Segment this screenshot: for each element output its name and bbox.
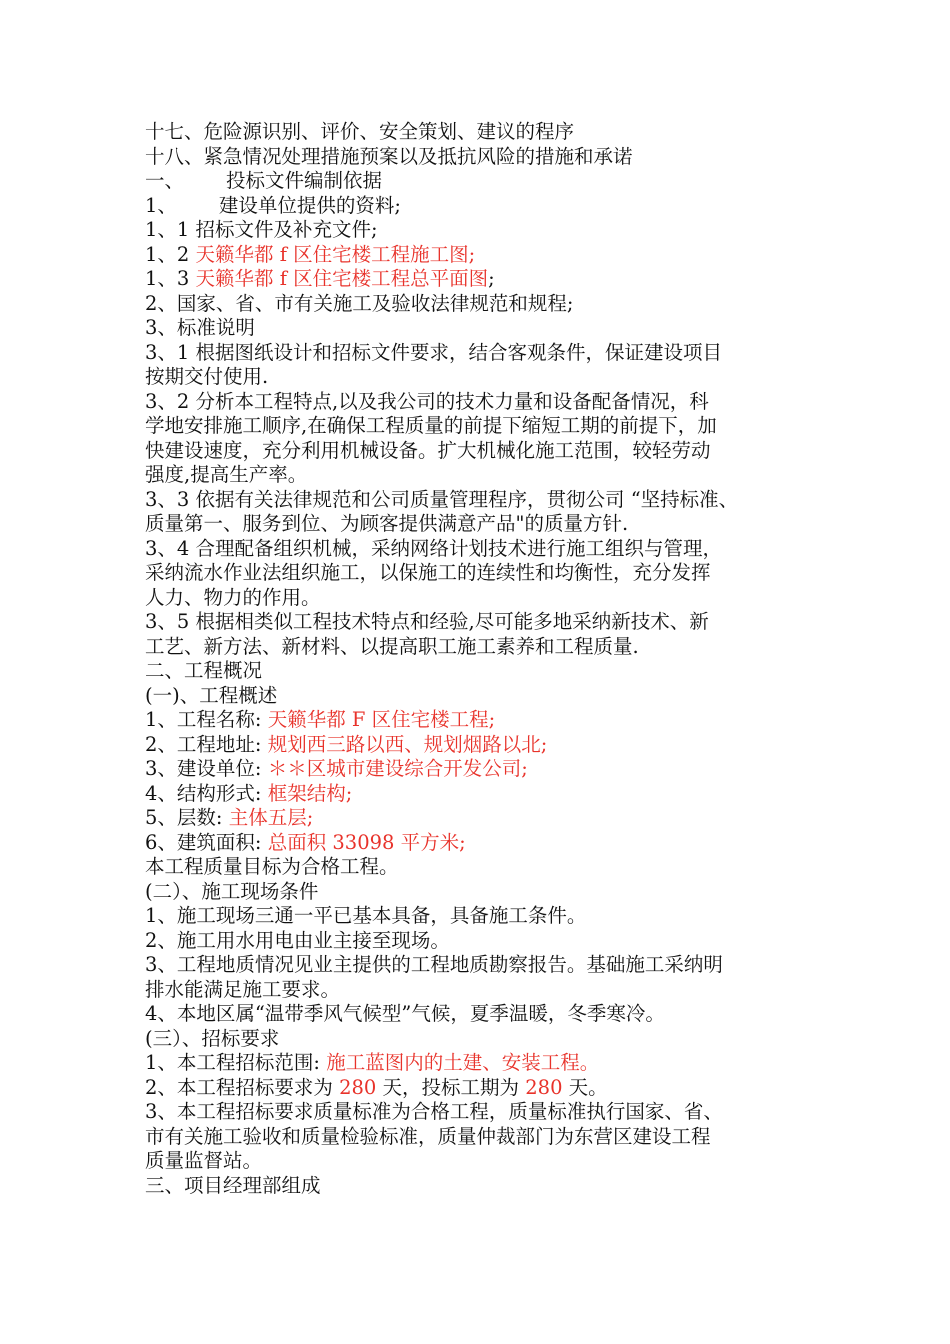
text-line (145, 659, 835, 684)
text-line (145, 806, 835, 831)
line-text: 投标文件编制依据 (226, 169, 383, 192)
text-line (145, 561, 835, 586)
text-line (145, 218, 835, 243)
line-text: 工艺、新方法、新材料、以提高职工施工素养和工程质量. (145, 634, 639, 658)
highlighted-text: 施工蓝图内的土建、安装工程。 (326, 1051, 600, 1074)
line-text: 1、本工程招标范围: (145, 1051, 327, 1074)
text-line (145, 684, 835, 709)
highlighted-text: ＊＊区城市建设综合开发公司; (267, 757, 528, 780)
highlighted-text: 280 (525, 1075, 563, 1099)
line-text: 天，投标工期为 (376, 1075, 526, 1099)
line-text: 1、3 (145, 267, 196, 290)
line-text: 2、施工用水用电由业主接至现场。 (145, 928, 450, 952)
line-text: 3、建设单位: (145, 757, 268, 780)
line-text: 3、标准说明 (145, 316, 255, 339)
text-line (145, 880, 835, 905)
line-text: 三、项目经理部组成 (145, 1173, 321, 1197)
text-line (145, 1027, 835, 1052)
line-text: 2、工程地址: (145, 732, 268, 756)
line-text: 学地安排施工顺序,在确保工程质量的前提下缩短工期的前提下，加 (145, 414, 717, 437)
text-line (145, 586, 835, 611)
line-text: 本工程质量目标为合格工程。 (145, 855, 399, 878)
text-line (145, 929, 835, 954)
line-text: 市有关施工验收和质量检验标准，质量仲裁部门为东营区建设工程 (145, 1124, 711, 1148)
text-line (145, 414, 835, 439)
line-text: 强度,提高生产率。 (145, 463, 308, 486)
highlighted-text: 280 (339, 1075, 377, 1099)
line-text: 2、国家、省、市有关施工及验收法律规范和规程; (145, 291, 574, 315)
text-line (145, 610, 835, 635)
line-text: 按期交付使用. (145, 365, 269, 388)
text-line (145, 120, 835, 145)
line-text: 3、本工程招标要求质量标准为合格工程，质量标准执行国家、省、 (145, 1100, 723, 1123)
line-text: 排水能满足施工要求。 (145, 977, 341, 1001)
line-text: (一)、工程概述 (145, 683, 278, 707)
line-text: 十七、危险源识别、评价、安全策划、建议的程序 (145, 120, 575, 143)
text-line (145, 537, 835, 562)
text-line (145, 267, 835, 292)
text-line (145, 855, 835, 880)
line-text: 天。 (562, 1075, 608, 1099)
line-text: 1、工程名称: (145, 708, 268, 731)
text-line (145, 757, 835, 782)
text-line (145, 953, 835, 978)
text-line (145, 488, 835, 513)
text-line (145, 733, 835, 758)
line-text: 快建设速度，充分利用机械设备。扩大机械化施工范围，较轻劳动 (145, 438, 711, 462)
text-line (145, 1149, 835, 1174)
line-text: 1、施工现场三通一平已基本具备，具备施工条件。 (145, 904, 587, 927)
line-text: 质量第一、服务到位、为顾客提供满意产品"的质量方针. (145, 512, 629, 535)
text-line (145, 708, 835, 733)
text-line (145, 782, 835, 807)
text-line (145, 831, 835, 856)
highlighted-text: 天籁华都 f 区住宅楼工程施工图; (195, 242, 476, 266)
text-line (145, 1100, 835, 1125)
line-text: 4、结构形式: (145, 781, 268, 805)
line-text: 3、3 依据有关法律规范和公司质量管理程序，贯彻公司 “坚持标准、 (145, 487, 739, 511)
highlighted-text: 主体五层; (228, 806, 314, 829)
highlighted-text: 天籁华都 F 区住宅楼工程; (267, 708, 496, 731)
text-line (145, 365, 835, 390)
line-text: (三）、招标要求 (145, 1026, 280, 1050)
line-text: 3、4 合理配备组织机械，采纳网络计划技术进行施工组织与管理， (145, 536, 723, 560)
text-line (145, 1174, 835, 1199)
line-text: 3、2 分析本工程特点,以及我公司的技术力量和设备配备情况，科 (145, 389, 709, 413)
line-text: (二）、施工现场条件 (145, 879, 319, 903)
line-text: 4、本地区属“温带季风气候型”气候，夏季温暖，冬季寒冷。 (145, 1002, 665, 1025)
text-line (145, 978, 835, 1003)
text-line (145, 1125, 835, 1150)
text-line (145, 390, 835, 415)
line-text: ; (488, 267, 495, 290)
text-line (145, 316, 835, 341)
text-line (145, 292, 835, 317)
line-text: 建设单位提供的资料; (218, 193, 401, 217)
line-text: 3、工程地质情况见业主提供的工程地质勘察报告。基础施工采纳明 (145, 953, 723, 976)
text-line (145, 1051, 835, 1076)
line-text: 一、 (145, 169, 185, 192)
line-text: 2、本工程招标要求为 (145, 1075, 340, 1099)
highlighted-text: 总面积 33098 平方米; (267, 830, 466, 854)
text-line (145, 439, 835, 464)
line-text: 人力、物力的作用。 (145, 585, 321, 609)
text-line (145, 512, 835, 537)
line-text: 二、工程概况 (145, 659, 263, 682)
text-line (145, 1076, 835, 1101)
text-line (145, 243, 835, 268)
text-line (145, 463, 835, 488)
text-line (145, 635, 835, 660)
line-text: 3、1 根据图纸设计和招标文件要求，结合客观条件，保证建设项目 (145, 340, 723, 364)
line-text: 1、2 (145, 242, 196, 266)
text-line (145, 341, 835, 366)
line-text: 十八、紧急情况处理措施预案以及抵抗风险的措施和承诺 (145, 144, 633, 168)
line-text: 5、层数: (145, 806, 229, 829)
highlighted-text: 框架结构; (267, 781, 353, 805)
line-text: 质量监督站。 (145, 1149, 263, 1172)
text-line (145, 145, 835, 170)
line-text: 1、 (145, 193, 177, 217)
text-line (145, 194, 835, 219)
text-line (145, 1002, 835, 1027)
line-text: 采纳流水作业法组织施工，以保施工的连续性和均衡性，充分发挥 (145, 561, 711, 584)
highlighted-text: 规划西三路以西、规划烟路以北; (267, 732, 548, 756)
highlighted-text: 天籁华都 f 区住宅楼工程总平面图 (195, 267, 489, 290)
line-text: 6、建筑面积: (145, 830, 268, 854)
text-line (145, 169, 835, 194)
document-body (145, 120, 835, 1198)
line-text: 3、5 根据相类似工程技术特点和经验,尽可能多地采纳新技术、新 (145, 610, 709, 633)
text-line (145, 904, 835, 929)
line-text: 1、1 招标文件及补充文件; (145, 218, 378, 241)
